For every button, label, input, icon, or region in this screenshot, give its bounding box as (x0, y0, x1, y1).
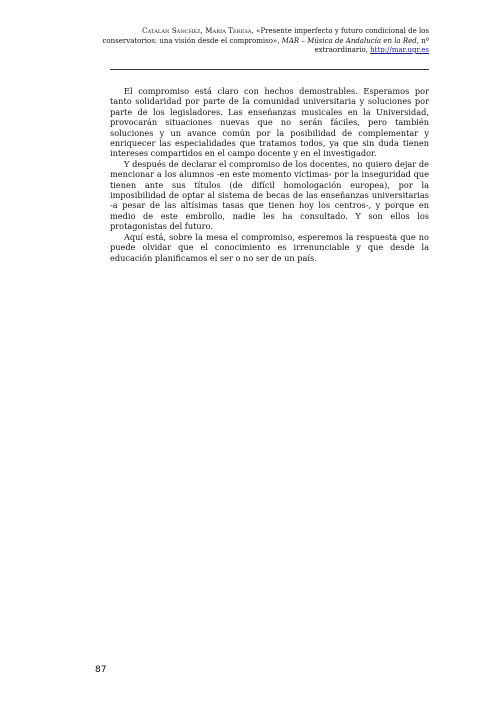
paragraph: Aquí está, sobre la mesa el compromiso, esperemos la respuesta que no puede olvidar que el conocimiento es irrenunciable y que desde la educación planificamos el ser o no ser de un país. (110, 231, 429, 263)
header-divider (110, 69, 429, 70)
running-header (95, 27, 429, 56)
paragraph: El compromiso está claro con hechos demostrables. Esperamos por tanto solidaridad por parte de la comunidad universitaria y soluciones por parte de los legisladores. Las enseñanzas musicales en la Universidad, provocarán situaciones nuevas que no serán fáciles, pero también soluciones y un avance común por la posibilidad de complementar y enriquecer las especialidades que tratamos todos, ya que sin duda tienen intereses compartidos en el campo docente y en el investigador. (110, 86, 429, 159)
article-body (110, 86, 429, 263)
paragraph: Y después de declarar el compromiso de los docentes, no quiero dejar de mencionar a los alumnos -en este momento víctimas- por la inseguridad que tienen ante sus títulos (de difícil homologación europea), por la imposibilidad de optar al sistema de becas de las enseñanzas universitarias -a pesar de las altísimas tasas que tienen hoy los centros-, y porque en medio de este embrollo, nadie les ha consultado. Y son ellos los protagonistas del futuro. (110, 158, 429, 232)
header-article-title: «Presente imperfecto y futuro condicional de los conservatorios: una visión desde el compromiso», (102, 27, 429, 45)
page-number: 87 (95, 665, 107, 675)
header-author: Catalán Sánchez, María Teresa, (142, 27, 254, 35)
header-issue: nº extraordinario, (314, 36, 429, 54)
header-journal: MAR – Música de Andalucía en la Red, (281, 36, 419, 45)
header-url-link[interactable]: http://mar.ugr.es (370, 46, 429, 54)
